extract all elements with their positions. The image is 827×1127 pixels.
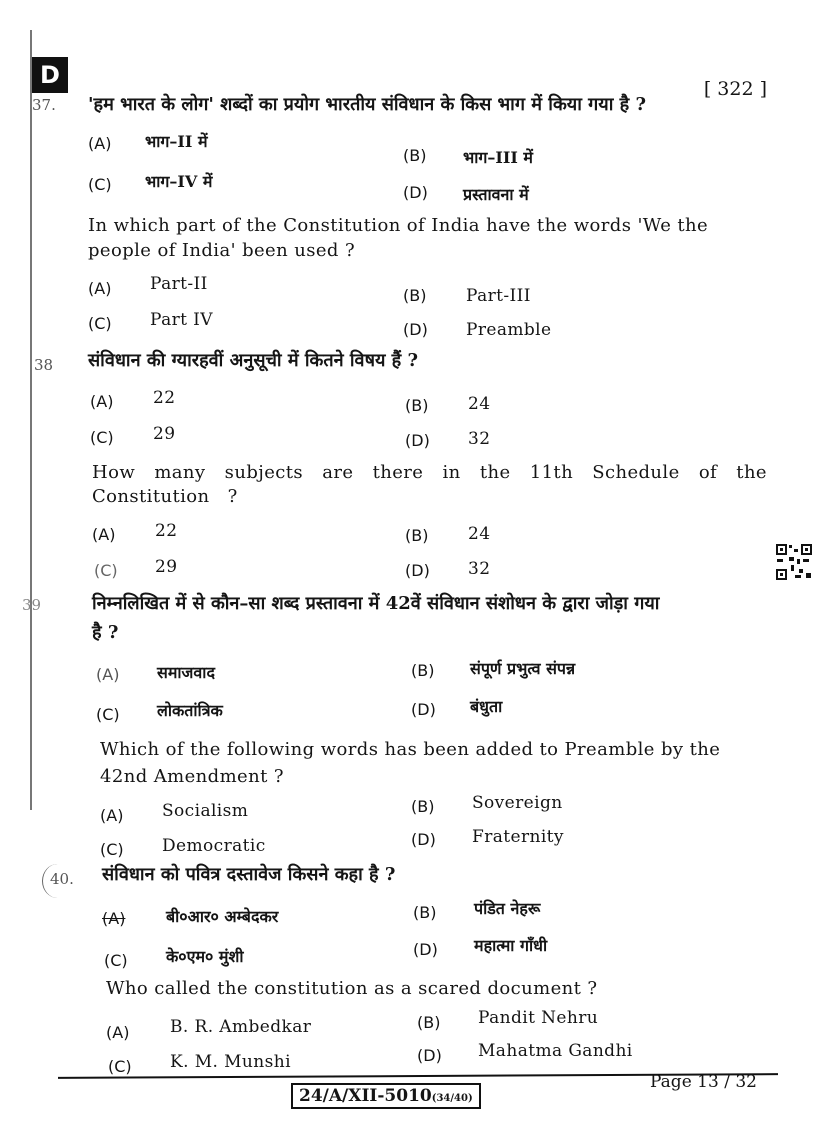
qr-code [775,543,813,581]
option-letter: (C) [108,1057,132,1076]
option-text: 32 [468,559,491,579]
option-text: 24 [468,394,491,414]
option-text: प्रस्तावना में [463,185,529,204]
option-text: महात्मा गाँधी [474,936,548,955]
option-letter: (D) [411,830,436,849]
option-text: Socialism [162,801,249,821]
question-number: 40. [50,870,74,888]
option-text: Part-II [150,274,208,294]
option-letter: (D) [413,940,438,959]
paper-code: [ 322 ] [703,78,767,100]
option-letter: (D) [411,700,436,719]
option-text: 29 [155,557,178,577]
option-letter: (A) [102,909,126,928]
option-letter: (A) [96,665,120,684]
question-number: 38 [34,356,54,374]
question-english: Which of the following words has been added to Preamble by the 42nd Amendment ? [100,739,721,787]
option-text: समाजवाद [157,663,215,682]
option-text: Mahatma Gandhi [478,1041,633,1061]
option-letter: (D) [417,1046,442,1065]
footer-code-sub: (34/40) [431,1093,473,1104]
option-text: Part-III [466,286,531,306]
option-letter: (A) [100,806,124,825]
option-letter: (C) [100,840,124,859]
option-text: लोकतांत्रिक [157,701,223,720]
margin-line [30,30,32,810]
option-text: Fraternity [472,827,564,847]
option-letter: (B) [405,526,429,545]
question-english: Who called the constitution as a scared document ? [106,978,598,999]
option-text: 24 [468,524,491,544]
option-text: के०एम० मुंशी [166,947,244,966]
option-text: 32 [468,429,491,449]
option-letter: (A) [106,1023,130,1042]
option-letter: (C) [104,951,128,970]
option-text: Democratic [162,836,266,856]
option-text: 22 [153,388,176,408]
option-text: पंडित नेहरू [474,899,541,918]
option-text: 22 [155,521,178,541]
question-number: 37. [32,96,56,114]
option-letter: (C) [94,561,118,580]
option-letter: (D) [403,183,428,202]
option-text: संपूर्ण प्रभुत्व संपन्न [470,659,576,678]
option-letter: (C) [90,428,114,447]
option-letter: (C) [96,705,120,724]
option-text: Part IV [150,310,213,330]
option-letter: (A) [92,525,116,544]
option-letter: (B) [405,396,429,415]
option-text: Sovereign [472,793,563,813]
option-letter: (B) [411,661,435,680]
question-hindi: संविधान को पवित्र दस्तावेज किसने कहा है ? [102,864,396,885]
question-english: How many subjects are there in the 11th Schedule of the Constitution ? [92,462,767,507]
question-hindi: संविधान की ग्यारहवीं अनुसूची में कितने विषय हैं ? [88,350,419,371]
option-text: भाग–IV में [145,172,213,191]
option-letter: (B) [403,146,427,165]
question-number: 39 [22,596,42,614]
set-badge: D [32,57,68,93]
option-letter: (B) [403,286,427,305]
option-letter: (D) [403,320,428,339]
question-hindi-line1: निम्नलिखित में से कौन–सा शब्द प्रस्तावना में 42वें संविधान संशोधन के द्वारा जोड़ा गया [92,593,660,614]
option-letter: (A) [88,134,112,153]
question-hindi: 'हम भारत के लोग' शब्दों का प्रयोग भारतीय संविधान के किस भाग में किया गया है ? [88,94,647,115]
option-letter: (D) [405,561,430,580]
option-text: Preamble [466,320,552,340]
option-letter: (C) [88,175,112,194]
option-letter: (B) [411,797,435,816]
question-hindi-line2: है ? [92,622,119,643]
option-letter: (C) [88,314,112,333]
option-letter: (B) [413,903,437,922]
option-text: बी०आर० अम्बेदकर [166,907,279,926]
footer-paper-code [291,1083,481,1109]
option-text: B. R. Ambedkar [170,1017,312,1037]
option-letter: (D) [405,431,430,450]
option-text: भाग–II में [145,132,208,151]
option-letter: (B) [417,1013,441,1032]
option-letter: (A) [88,279,112,298]
option-text: 29 [153,424,176,444]
footer-code-text: 24/A/XII-5010 [299,1086,432,1106]
option-letter: (A) [90,392,114,411]
option-text: Pandit Nehru [478,1008,599,1028]
question-english: In which part of the Constitution of India have the words 'We the people of India' been used ? [88,215,709,261]
option-text: बंधुता [470,697,503,716]
option-text: भाग–III में [463,148,533,167]
option-text: K. M. Munshi [170,1052,291,1072]
page-number: Page 13 / 32 [650,1072,757,1092]
